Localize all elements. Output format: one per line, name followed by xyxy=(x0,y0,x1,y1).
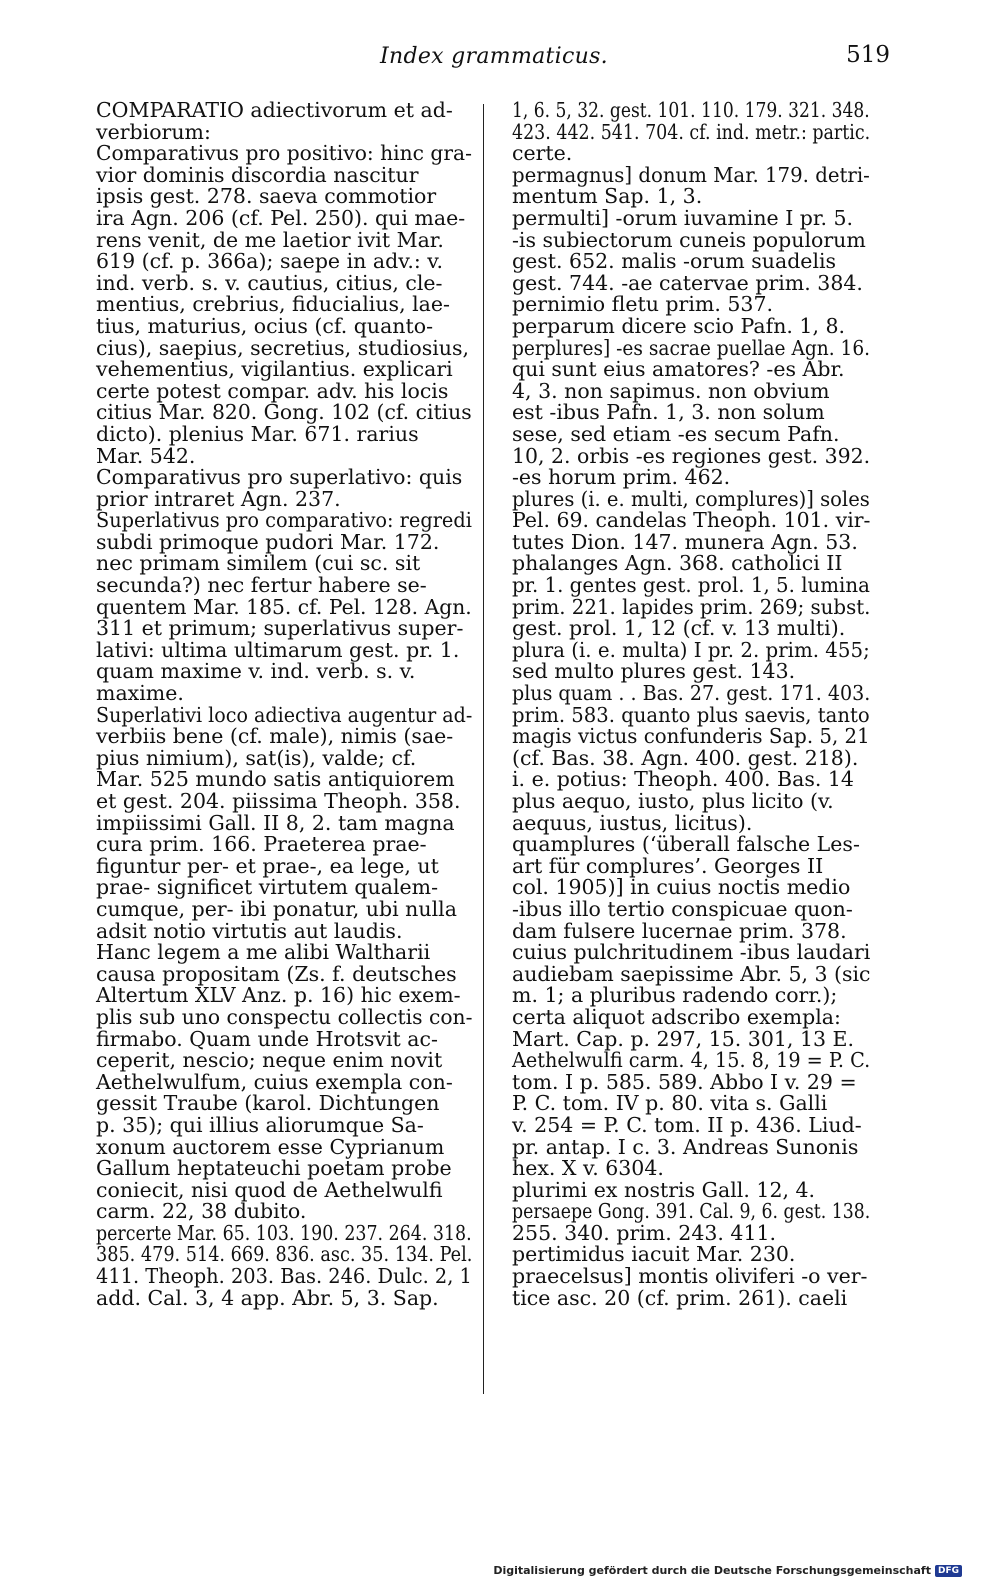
text-line: prior intraret Agn. 237. xyxy=(96,486,341,511)
text-line: cura prim. 166. Praeterea prae- xyxy=(96,832,427,857)
text-line: cumque, per- ibi ponatur, ubi nulla xyxy=(96,896,457,921)
text-line: tice asc. 20 (cf. prim. 261). caeli xyxy=(512,1285,848,1310)
text-line: plures (i. e. multi, complures)] soles xyxy=(512,486,870,511)
text-line: rens venit, de me laetior ivit Mar. xyxy=(96,227,444,252)
text-line: xonum auctorem esse Cyprianum xyxy=(96,1134,445,1159)
text-line: est -ibus Pafn. 1, 3. non solum xyxy=(512,400,825,425)
text-line: pertimidus iacuit Mar. 230. xyxy=(512,1242,796,1267)
text-line: COMPARATIO adiectivorum et ad- xyxy=(96,98,453,122)
text-line: Superlativus pro comparativo: regredi xyxy=(96,508,472,533)
text-line: mentius, crebrius, fiducialius, lae- xyxy=(96,292,450,317)
text-line: cuius pulchritudinem -ibus laudari xyxy=(512,940,871,965)
text-line: 311 et primum; superlativus super- xyxy=(96,616,464,641)
page-header xyxy=(0,40,1000,80)
text-line: tutes Dion. 147. munera Agn. 53. xyxy=(512,529,858,554)
text-line: impiissimi Gall. II 8, 2. tam magna xyxy=(96,810,455,835)
text-line: 1, 6. 5, 32. gest. 101. 110. 179. 321. 348. xyxy=(512,98,870,122)
text-line: tom. I p. 585. 589. Abbo I v. 29 = xyxy=(512,1069,857,1094)
text-line: quentem Mar. 185. cf. Pel. 128. Agn. xyxy=(96,594,472,619)
text-line: audiebam saepissime Abr. 5, 3 (sic xyxy=(512,961,871,986)
text-line: gest. 744. -ae catervae prim. 384. xyxy=(512,270,863,295)
text-line: permulti] -orum iuvamine I pr. 5. xyxy=(512,205,854,230)
text-line: prae- significet virtutem qualem- xyxy=(96,875,439,900)
text-line: Mart. Cap. p. 297, 15. 301, 13 E. xyxy=(512,1026,855,1051)
text-line: pr. 1. gentes gest. prol. 1, 5. lumina xyxy=(512,573,870,598)
page-number: 519 xyxy=(846,42,890,68)
text-line: gest. 652. malis -orum suadelis xyxy=(512,249,837,274)
text-line: et gest. 204. piissima Theoph. 358. xyxy=(96,789,461,813)
text-line: qui sunt eius amatores? -es Abr. xyxy=(512,357,845,382)
text-line: prim. 221. lapides prim. 269; subst. xyxy=(512,594,871,619)
text-line: (cf. Bas. 38. Agn. 400. gest. 218). xyxy=(512,745,859,770)
text-line: perplures] -es sacrae puellae Agn. 16. xyxy=(512,335,871,360)
text-line: certe. xyxy=(512,141,573,166)
text-line: coniecit, nisi quod de Aethelwulfi xyxy=(96,1177,443,1202)
text-line: Gallum heptateuchi poetam probe xyxy=(96,1156,452,1181)
text-line: Hanc legem a me alibi Waltharii xyxy=(96,940,431,965)
text-line: 10, 2. orbis -es regiones gest. 392. xyxy=(512,443,871,468)
text-line: -ibus illo tertio conspicuae quon- xyxy=(512,896,853,921)
text-line: plura (i. e. multa) I pr. 2. prim. 455; xyxy=(512,637,870,662)
text-line: tius, maturius, ocius (cf. quanto- xyxy=(96,313,434,338)
text-line: Superlativi loco adiectiva augentur ad- xyxy=(96,702,473,727)
text-line: persaepe Gong. 391. Cal. 9, 6. gest. 138. xyxy=(512,1199,871,1224)
text-line: Aethelwulfum, cuius exempla con- xyxy=(96,1069,453,1094)
text-line: percerte Mar. 65. 103. 190. 237. 264. 318. xyxy=(96,1220,472,1245)
text-line: ipsis gest. 278. saeva commotior xyxy=(96,184,437,209)
text-line: i. e. potius: Theoph. 400. Bas. 14 xyxy=(512,767,854,792)
text-line: 255. 340. prim. 243. 411. xyxy=(512,1220,777,1245)
text-line: art für complures’. Georges II xyxy=(512,853,824,878)
text-line: pius nimium), sat(is), valde; cf. xyxy=(96,745,417,770)
text-line: plis sub uno conspectu collectis con- xyxy=(96,1004,473,1029)
text-line: sese, sed etiam -es secum Pafn. xyxy=(512,421,840,446)
text-line: -es horum prim. 462. xyxy=(512,465,731,490)
text-line: plus aequo, iusto, plus licito (v. xyxy=(512,789,834,813)
text-line: praecelsus] montis oliviferi -o ver- xyxy=(512,1264,868,1289)
text-line: dam fulsere lucernae prim. 378. xyxy=(512,918,847,943)
running-title: Index grammaticus. xyxy=(380,44,608,69)
text-line: phalanges Agn. 368. catholici II xyxy=(512,551,843,576)
text-line: ind. verb. s. v. cautius, citius, cle- xyxy=(96,270,443,295)
text-line: verbiis bene (cf. male), nimis (sae- xyxy=(96,724,454,749)
text-line: maxime. xyxy=(96,681,184,706)
text-line: v. 254 = P. C. tom. II p. 436. Liud- xyxy=(512,1112,862,1137)
text-line: dicto). plenius Mar. 671. rarius xyxy=(96,421,419,446)
text-line: ira Agn. 206 (cf. Pel. 250). qui mae- xyxy=(96,205,466,230)
text-line: figuntur per- et prae-, ea lege, ut xyxy=(96,853,439,878)
text-line: adsit notio virtutis aut laudis. xyxy=(96,918,403,943)
text-line: pernimio fletu prim. 537. xyxy=(512,292,774,317)
text-line: gessit Traube (karol. Dichtungen xyxy=(96,1091,440,1116)
text-line: Altertum XLV Anz. p. 16) hic exem- xyxy=(96,983,461,1008)
text-line: quamplures (‘überall falsche Les- xyxy=(512,832,860,857)
text-line: mentum Sap. 1, 3. xyxy=(512,184,703,209)
text-line: plus quam . . Bas. 27. gest. 171. 403. xyxy=(512,681,871,706)
text-line: vior dominis discordia nascitur xyxy=(96,162,419,187)
text-line: 423. 442. 541. 704. cf. ind. metr.: partic. xyxy=(512,119,871,144)
dfg-logo: DFG xyxy=(935,1565,962,1577)
text-line: m. 1; a pluribus radendo corr.); xyxy=(512,983,838,1008)
text-line: lativi: ultima ultimarum gest. pr. 1. xyxy=(96,637,460,662)
text-line: secunda?) nec fertur habere se- xyxy=(96,573,427,598)
text-line: citius Mar. 820. Gong. 102 (cf. citius xyxy=(96,400,472,425)
text-line: prim. 583. quanto plus saevis, tanto xyxy=(512,702,870,727)
text-line: plurimi ex nostris Gall. 12, 4. xyxy=(512,1177,816,1202)
text-line: ceperit, nescio; neque enim novit xyxy=(96,1048,443,1073)
text-line: Comparativus pro positivo: hinc gra- xyxy=(96,141,472,166)
text-line: sed multo plures gest. 143. xyxy=(512,659,796,684)
text-line: carm. 22, 38 dubito. xyxy=(96,1199,307,1224)
text-line: Mar. 525 mundo satis antiquiorem xyxy=(96,767,455,792)
text-line: -is subiectorum cuneis populorum xyxy=(512,227,866,252)
funding-credit: Digitalisierung gefördert durch die Deutsche Forschungsgemeinschaft xyxy=(493,1564,931,1577)
text-line: add. Cal. 3, 4 app. Abr. 5, 3. Sap. xyxy=(96,1285,439,1310)
footer xyxy=(493,1564,962,1577)
text-line: 619 (cf. p. 366a); saepe in adv.: v. xyxy=(96,249,443,274)
text-line: Mar. 542. xyxy=(96,443,196,468)
text-line: Pel. 69. candelas Theoph. 101. vir- xyxy=(512,508,871,533)
text-line: gest. prol. 1, 12 (cf. v. 13 multi). xyxy=(512,616,846,641)
text-line: 4, 3. non sapimus. non obvium xyxy=(512,378,830,403)
text-line: vehementius, vigilantius. explicari xyxy=(96,357,453,382)
text-line: cius), saepius, secretius, studiosius, xyxy=(96,335,470,360)
text-line: nec primam similem (cui sc. sit xyxy=(96,551,421,576)
text-line: Comparativus pro superlativo: quis xyxy=(96,465,463,490)
text-line: firmabo. Quam unde Hrotsvit ac- xyxy=(96,1026,438,1051)
text-line: Aethelwulfi carm. 4, 15. 8, 19 = P. C. xyxy=(512,1048,871,1073)
text-line: certa aliquot adscribo exempla: xyxy=(512,1004,841,1029)
text-line: col. 1905)] in cuius noctis medio xyxy=(512,875,851,900)
text-line: 385. 479. 514. 669. 836. asc. 35. 134. Pel. xyxy=(96,1242,473,1267)
text-line: pr. antap. I c. 3. Andreas Sunonis xyxy=(512,1134,859,1159)
text-line: perparum dicere scio Pafn. 1, 8. xyxy=(512,313,846,338)
text-line: permagnus] donum Mar. 179. detri- xyxy=(512,162,870,187)
text-line: P. C. tom. IV p. 80. vita s. Galli xyxy=(512,1091,828,1116)
column-divider xyxy=(483,104,484,1394)
text-line: causa propositam (Zs. f. deutsches xyxy=(96,961,457,986)
text-line: p. 35); qui illius aliorumque Sa- xyxy=(96,1112,424,1137)
text-line: hex. X v. 6304. xyxy=(512,1156,664,1181)
text-line: 411. Theoph. 203. Bas. 246. Dulc. 2, 1 xyxy=(96,1264,472,1289)
text-line: certe potest compar. adv. his locis xyxy=(96,378,449,403)
right-column xyxy=(512,100,870,1309)
left-column xyxy=(96,100,472,1309)
text-line: aequus, iustus, licitus). xyxy=(512,810,753,835)
text-line: quam maxime v. ind. verb. s. v. xyxy=(96,659,416,684)
text-line: subdi primoque pudori Mar. 172. xyxy=(96,529,440,554)
text-line: verbiorum: xyxy=(96,119,211,144)
text-line: magis victus confunderis Sap. 5, 21 xyxy=(512,724,870,749)
